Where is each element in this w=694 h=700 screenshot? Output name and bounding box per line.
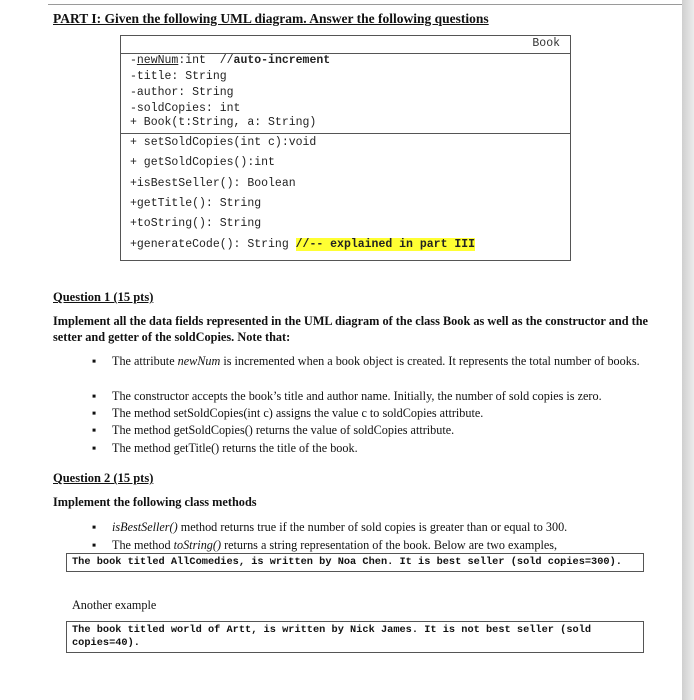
- uml-field: -author: String: [130, 86, 234, 99]
- question-1-intro: Implement all the data fields represented in the UML diagram of the class Book as well as the constructor and the setter and getter of the soldCopies. Note that:: [53, 314, 649, 344]
- uml-header: [121, 36, 570, 54]
- example-output-2: The book titled world of Artt, is written by Nick James. It is not best seller (sold copies=40).: [66, 621, 644, 653]
- page-edge-shadow: [682, 0, 694, 700]
- list-item: ▪ The method toString() returns a string representation of the book. Below are two examples,: [92, 538, 558, 552]
- another-example-label: Another example: [72, 598, 157, 612]
- uml-method: +isBestSeller(): Boolean: [130, 177, 296, 190]
- top-rule: [48, 4, 682, 5]
- uml-field: -soldCopies: int: [130, 102, 241, 115]
- highlighted-note: //-- explained in part III: [295, 238, 476, 251]
- uml-method: +toString(): String: [130, 217, 262, 230]
- list-item: ▪ isBestSeller() method returns true if the number of sold copies is greater than or equal to 300.: [92, 520, 568, 534]
- question-2-intro: Implement the following class methods: [53, 495, 257, 509]
- list-item: ▪ The method setSoldCopies(int c) assigns the value c to soldCopies attribute.: [92, 406, 484, 420]
- list-item: ▪ The method getSoldCopies() returns the value of soldCopies attribute.: [92, 423, 455, 437]
- example-output-1: The book titled AllComedies, is written by Noa Chen. It is best seller (sold copies=300).: [66, 553, 644, 572]
- uml-class-name: Book: [532, 37, 560, 50]
- uml-method: + Book(t:String, a: String): [130, 116, 317, 129]
- uml-method: +getTitle(): String: [130, 197, 262, 210]
- list-item: ▪ The constructor accepts the book’s title and author name. Initially, the number of sold copies is zero.: [92, 389, 602, 403]
- question-1-title: Question 1 (15 pts): [53, 290, 154, 304]
- list-item: ▪ The method getTitle() returns the title of the book.: [92, 441, 358, 455]
- list-item: ▪ The attribute newNum is incremented when a book object is created. It represents the total number of books.: [92, 354, 640, 368]
- uml-field: -title: String: [130, 70, 227, 83]
- uml-method: + getSoldCopies():int: [130, 156, 275, 169]
- part-heading: PART I: Given the following UML diagram. Answer the following questions: [53, 11, 489, 26]
- uml-class-diagram: [120, 35, 571, 261]
- question-2-title: Question 2 (15 pts): [53, 471, 154, 485]
- uml-method: + setSoldCopies(int c):void: [130, 136, 317, 149]
- uml-field: -newNum:int //auto-increment: [130, 54, 331, 67]
- uml-method: +generateCode(): String //-- explained in part III: [130, 238, 476, 251]
